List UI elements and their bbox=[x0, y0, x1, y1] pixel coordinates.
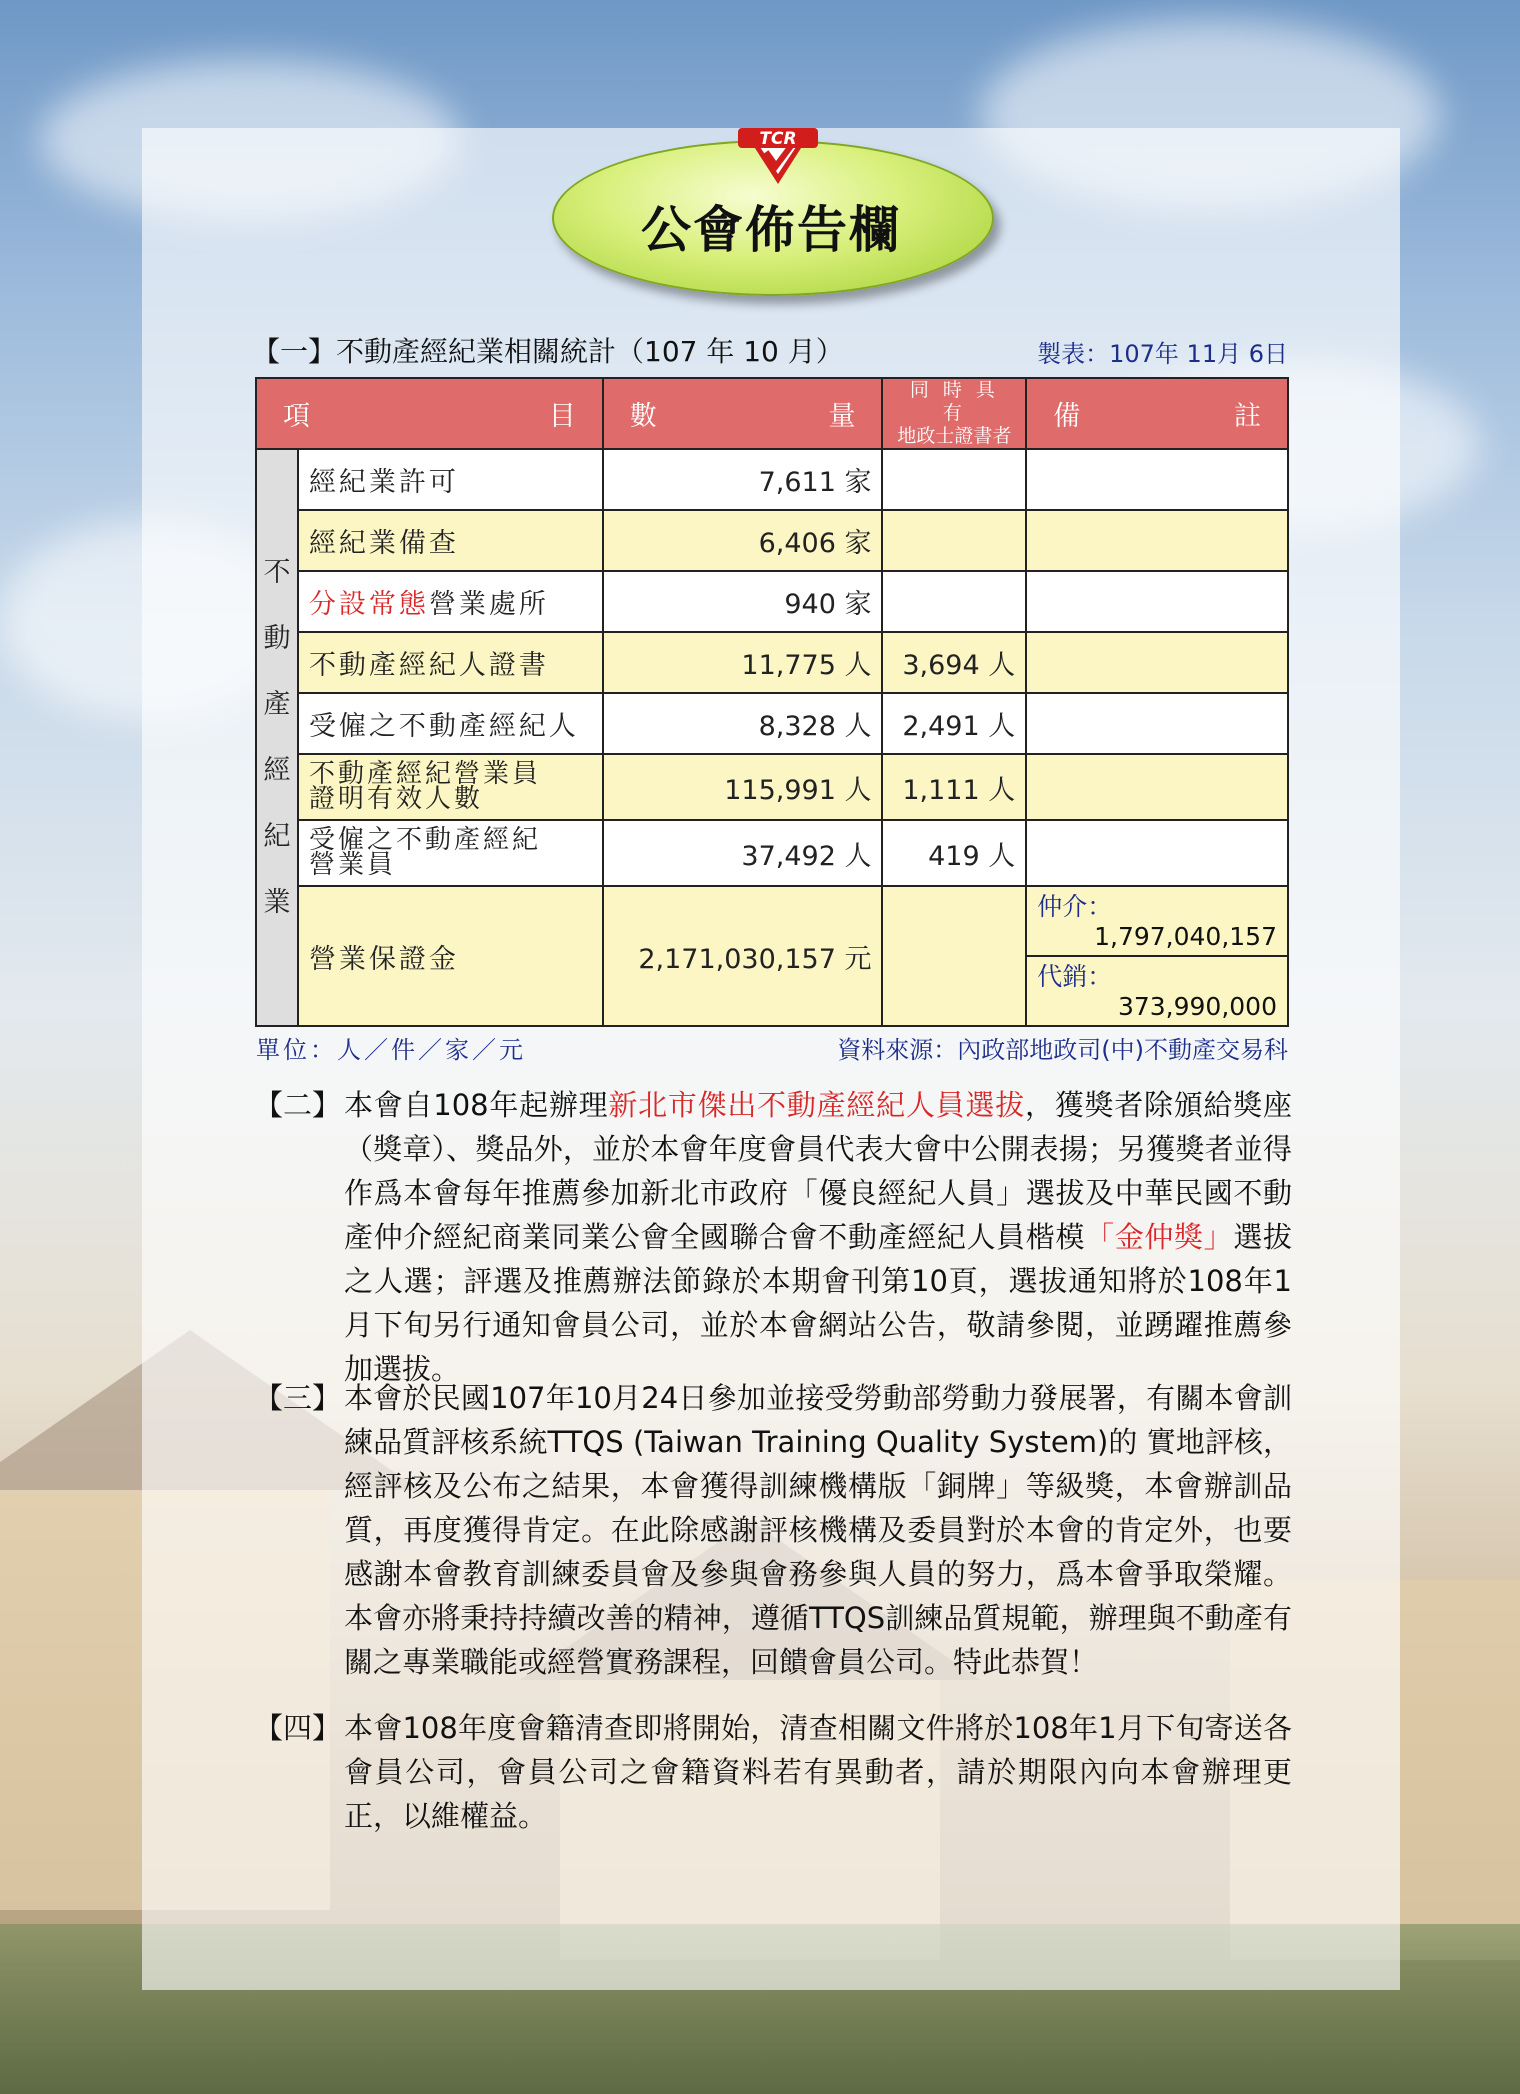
row-license: 1,111 人 bbox=[882, 754, 1026, 820]
section4-body: 本會108年度會籍清查即將開始，清查相關文件將於108年1月下旬寄送各會員公司，會員公司之會籍資料若有異動者，請於期限內向本會辦理更正，以維權益。 bbox=[344, 1711, 1292, 1833]
row-license bbox=[882, 449, 1026, 510]
row-note bbox=[1026, 449, 1288, 510]
row-item: 不動產經紀營業員 證明有效人數 bbox=[298, 754, 603, 820]
row-note bbox=[1026, 754, 1288, 820]
row-item: 經紀業許可 bbox=[298, 449, 603, 510]
row-qty: 11,775 人 bbox=[603, 632, 883, 693]
table-header-row bbox=[256, 378, 1288, 449]
row-qty: 7,611 家 bbox=[603, 449, 883, 510]
table-row bbox=[256, 449, 1288, 510]
row-license bbox=[882, 571, 1026, 632]
header-item: 項 目 bbox=[256, 378, 603, 449]
row-qty: 8,328 人 bbox=[603, 693, 883, 754]
row-note bbox=[1026, 510, 1288, 571]
row-note bbox=[1026, 571, 1288, 632]
row-item: 受僱之不動產經紀 營業員 bbox=[298, 820, 603, 886]
header-qty: 數 量 bbox=[603, 378, 883, 449]
row-note bbox=[1026, 632, 1288, 693]
row-note-agency: 仲介： 1,797,040,157 bbox=[1026, 886, 1288, 956]
unit-label: 單位：人／件／家／元 bbox=[256, 1036, 526, 1064]
table-row bbox=[256, 820, 1288, 886]
side-label: 不 動 產 經 紀 業 bbox=[256, 449, 298, 1026]
row-qty: 115,991 人 bbox=[603, 754, 883, 820]
section2-paragraph bbox=[254, 1083, 1292, 1391]
row-license bbox=[882, 510, 1026, 571]
header-note: 備 註 bbox=[1026, 378, 1288, 449]
made-date: 製表：107年 11月 6日 bbox=[1037, 340, 1288, 368]
table-row bbox=[256, 693, 1288, 754]
section3-tag: 【三】 bbox=[254, 1381, 342, 1415]
row-qty: 37,492 人 bbox=[603, 820, 883, 886]
table-row bbox=[256, 754, 1288, 820]
section2-body: 本會自108年起辦理新北市傑出不動產經紀人員選拔，獲獎者除頒給獎座（獎章）、獎品外，並於本會年度會員代表大會中公開表揚；另獲獎者並得作爲本會每年推薦參加新北市政府「優良經紀人員」選拔及中華民國不動產仲介經紀商業同業公會全國聯合會不動產經紀人員楷模「金仲獎」選拔之人選；評選及推薦辦法節錄於本期會刊第10頁，選拔通知將於108年1月下旬另行通知會員公司，並於本會網站公告，敬請參閱，並踴躍推薦參加選拔。 bbox=[344, 1088, 1292, 1386]
header-license: 同 時 具 有 地政士證書者 bbox=[882, 378, 1026, 449]
row-license: 2,491 人 bbox=[882, 693, 1026, 754]
source-label: 資料來源：內政部地政司(中)不動產交易科 bbox=[837, 1036, 1288, 1064]
section4-tag: 【四】 bbox=[254, 1711, 342, 1745]
row-qty: 940 家 bbox=[603, 571, 883, 632]
section2-tag: 【二】 bbox=[254, 1088, 342, 1122]
section4-paragraph bbox=[254, 1706, 1292, 1838]
row-license: 419 人 bbox=[882, 820, 1026, 886]
table-row bbox=[256, 886, 1288, 956]
section3-body: 本會於民國107年10月24日參加並接受勞動部勞動力發展署，有關本會訓練品質評核系統TTQS (Taiwan Training Quality System)的 實地評核，經評核及公布之結果，本會獲得訓練機構版「銅牌」等級獎，本會辦訓品質，再度獲得肯定。在此除感謝評核機構及委員對於本會的肯定外，也要感謝本會教育訓練委員會及參與會務參與人員的努力，爲本會爭取榮耀。本會亦將秉持持續改善的精神，遵循TTQS訓練品質規範，辦理與不動產有關之專業職能或經營實務課程，回饋會員公司。特此恭賀！ bbox=[344, 1381, 1292, 1679]
statistics-table bbox=[255, 377, 1289, 1027]
row-note bbox=[1026, 820, 1288, 886]
row-license: 3,694 人 bbox=[882, 632, 1026, 693]
row-qty: 6,406 家 bbox=[603, 510, 883, 571]
table-row bbox=[256, 510, 1288, 571]
row-item: 營業保證金 bbox=[298, 886, 603, 1026]
row-qty: 2,171,030,157 元 bbox=[603, 886, 883, 1026]
table-row bbox=[256, 571, 1288, 632]
tcr-logo-icon bbox=[728, 126, 828, 186]
row-item: 受僱之不動產經紀人 bbox=[298, 693, 603, 754]
section1-title: 【一】不動產經紀業相關統計（107 年 10 月） bbox=[252, 335, 844, 368]
logo-text: TCR bbox=[759, 129, 797, 149]
section3-paragraph bbox=[254, 1376, 1292, 1684]
row-item: 經紀業備查 bbox=[298, 510, 603, 571]
row-item: 分設常態營業處所 bbox=[298, 571, 603, 632]
table-row bbox=[256, 632, 1288, 693]
page-title: 公會佈告欄 bbox=[641, 201, 901, 259]
row-license bbox=[882, 886, 1026, 1026]
row-note-sales: 代銷： 373,990,000 bbox=[1026, 956, 1288, 1026]
row-note bbox=[1026, 693, 1288, 754]
row-item: 不動產經紀人證書 bbox=[298, 632, 603, 693]
